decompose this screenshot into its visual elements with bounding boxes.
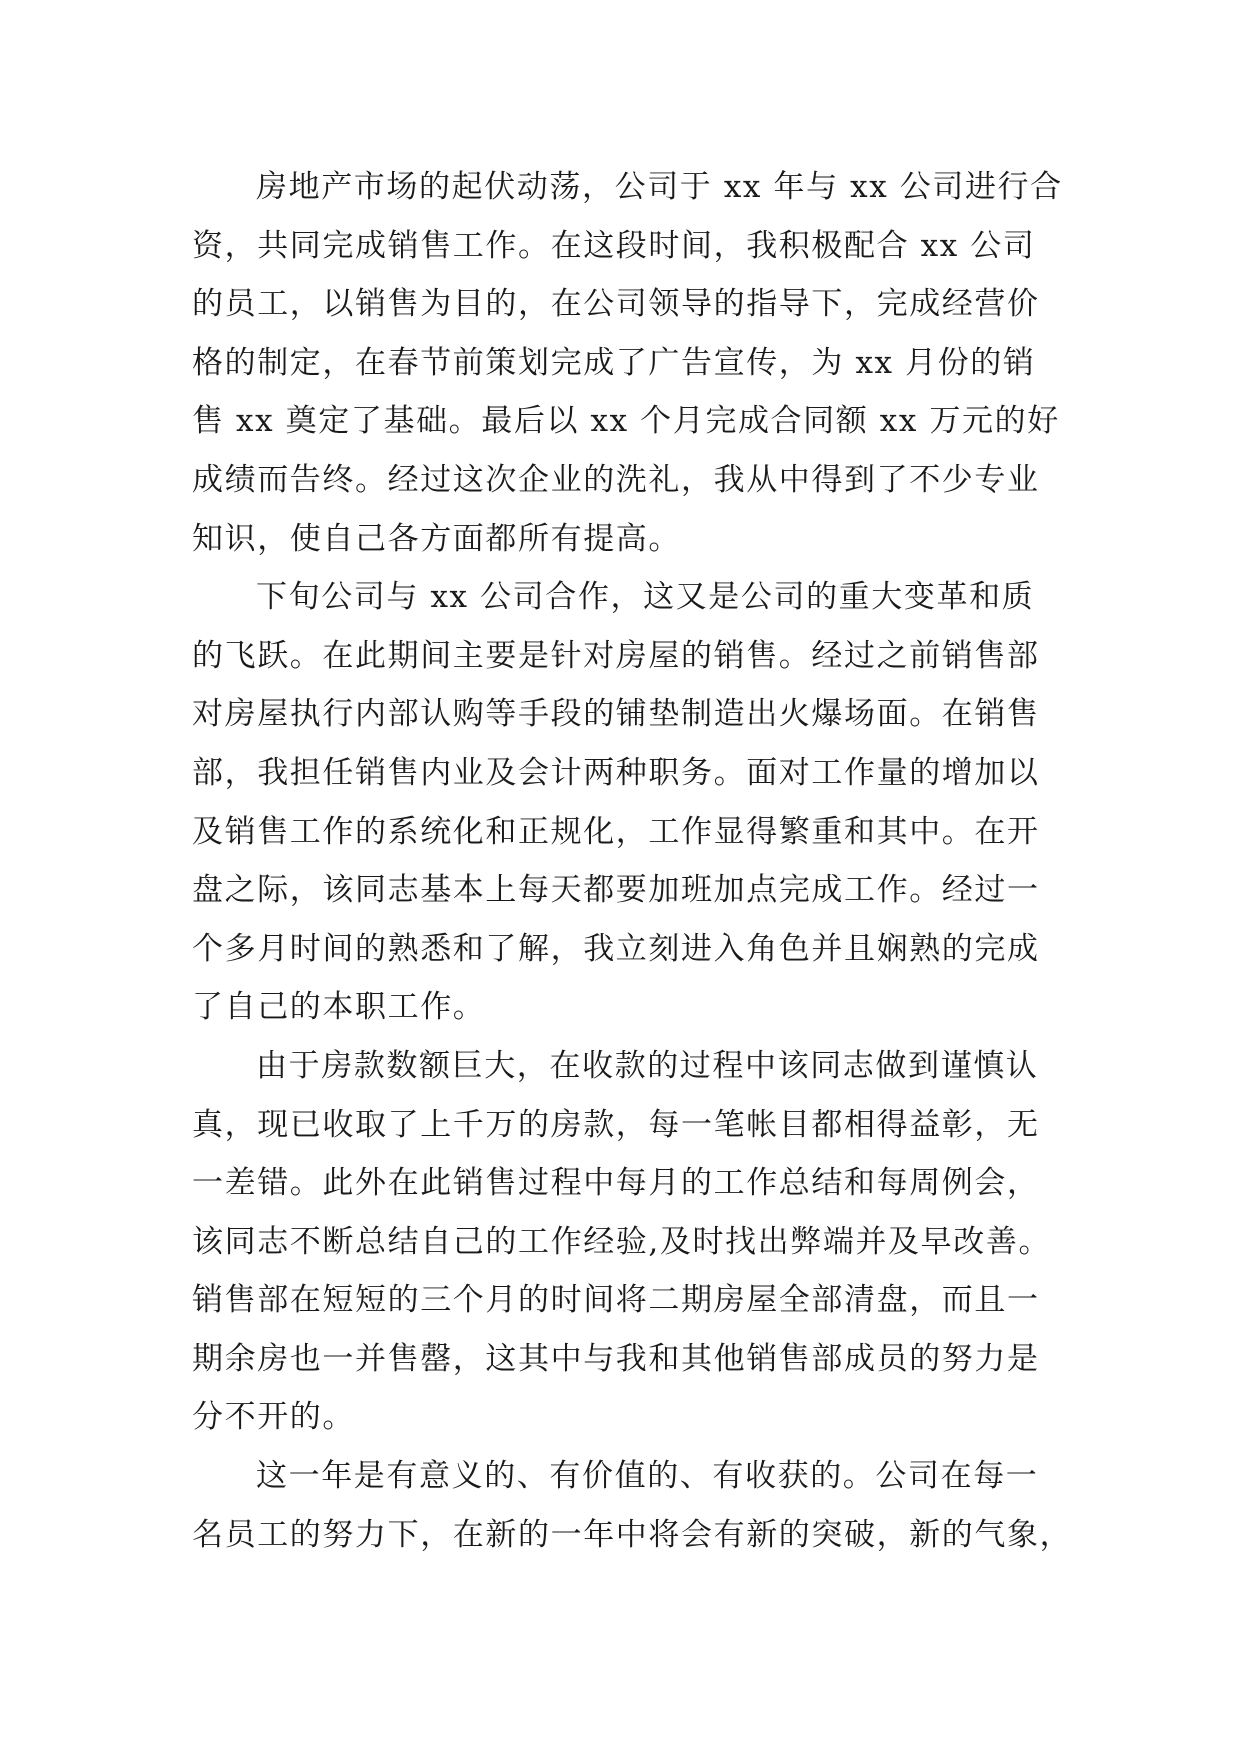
text-line: 由于房款数额巨大，在收款的过程中该同志做到谨慎认: [256, 1047, 1039, 1084]
text-line: 成绩而告终。经过这次企业的洗礼，我从中得到了不少专业: [192, 461, 1040, 498]
text-line: 格的制定，在春节前策划完成了广告宣传，为 xx 月份的销: [192, 344, 1036, 381]
text-line: 的员工，以销售为目的，在公司领导的指导下，完成经营价: [192, 286, 1040, 323]
paragraph-4: [192, 1447, 1073, 1564]
text-line: 对房屋执行内部认购等手段的铺垫制造出火爆场面。在销售: [192, 696, 1040, 733]
text-line: 名员工的努力下，在新的一年中将会有新的突破，新的气象，: [192, 1516, 1073, 1553]
paragraph-2: [192, 568, 1052, 1037]
text-line: 该同志不断总结自己的工作经验,及时找出弊端并及早改善。: [192, 1223, 1052, 1260]
text-line: 部，我担任销售内业及会计两种职务。面对工作量的增加以: [192, 754, 1040, 791]
text-line: 一差错。此外在此销售过程中每月的工作总结和每周例会，: [192, 1165, 1040, 1202]
text-line: 房地产市场的起伏动荡，公司于 xx 年与 xx 公司进行合: [256, 169, 1063, 205]
text-line: 盘之际，该同志基本上每天都要加班加点完成工作。经过一: [192, 872, 1040, 909]
text-line: 下旬公司与 xx 公司合作，这又是公司的重大变革和质: [256, 579, 1035, 616]
text-line: 的飞跃。在此期间主要是针对房屋的销售。经过之前销售部: [192, 637, 1040, 674]
text-line: 个多月时间的熟悉和了解，我立刻进入角色并且娴熟的完成: [192, 930, 1040, 967]
text-line: 了自己的本职工作。: [192, 989, 486, 1026]
text-line: 资，共同完成销售工作。在这段时间，我积极配合 xx 公司: [192, 227, 1036, 264]
paragraph-3: [192, 1037, 1052, 1447]
text-line: 真，现已收取了上千万的房款，每一笔帐目都相得益彰，无: [192, 1106, 1040, 1143]
text-line: 售 xx 奠定了基础。最后以 xx 个月完成合同额 xx 万元的好: [192, 403, 1060, 440]
text-line: 及销售工作的系统化和正规化，工作显得繁重和其中。在开: [192, 813, 1040, 850]
document-body: [192, 158, 1073, 1564]
text-line: 期余房也一并售罄，这其中与我和其他销售部成员的努力是: [192, 1340, 1040, 1377]
text-line: 分不开的。: [192, 1399, 355, 1436]
text-line: 销售部在短短的三个月的时间将二期房屋全部清盘，而且一: [192, 1282, 1040, 1319]
text-line: 知识，使自己各方面都所有提高。: [192, 520, 681, 557]
text-line: 这一年是有意义的、有价值的、有收获的。公司在每一: [256, 1458, 1039, 1495]
paragraph-1: [192, 158, 1063, 568]
